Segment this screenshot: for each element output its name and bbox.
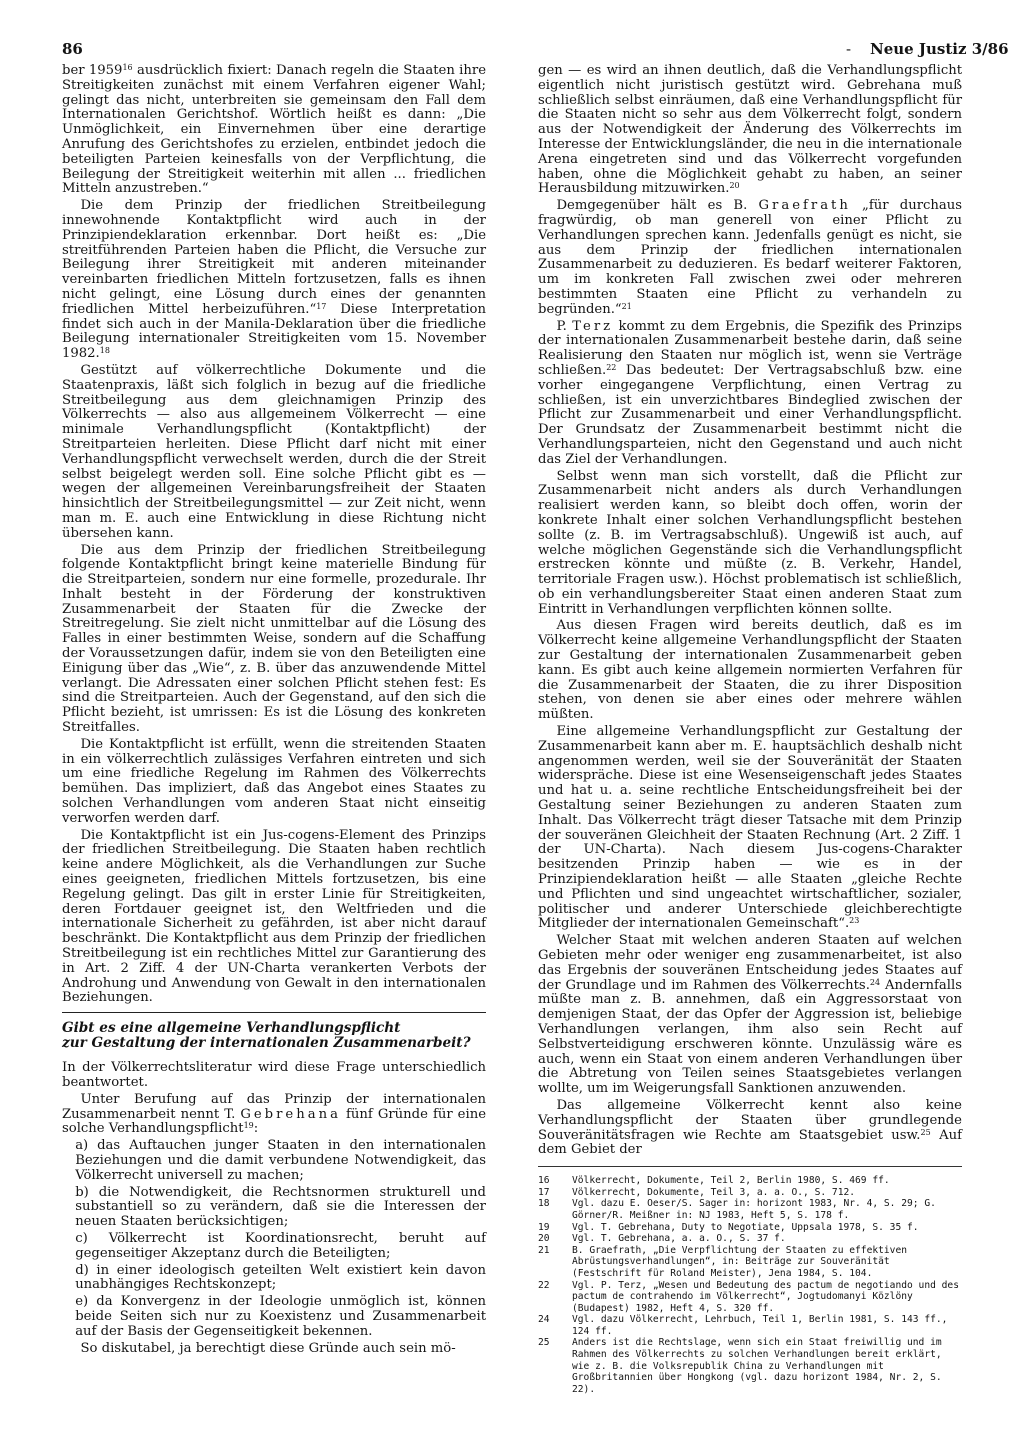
paragraph: Die Kontaktpflicht ist erfüllt, wenn die streitenden Staaten in ein völkerrechtlich zulässiges Verfahren eintreten und sich um eine friedliche Regelung im Rahmen des Völkerrechts bemühen. Das impliziert, daß das Angebot eines Staates zu solchen Verhandlungen vom anderen Staat nicht einseitig verworfen werden darf.: [62, 736, 486, 826]
paragraph: Gestützt auf völkerrechtliche Dokumente und die Staatenpraxis, läßt sich folglich in bezug auf die friedliche Streitbeilegung aus dem gleichnamigen Prinzip des Völkerrechts — also aus allgemeinem Völkerrecht — eine minimale Verhandlungspflicht (Kontaktpflicht) der Streitparteien herleiten. Diese Pflicht darf nicht mit einer Verhandlungspflicht verwechselt werden, durch die der Streit selbst beigelegt werden soll. Eine solche Pflicht gibt es — wegen der allgemeinen Vereinbarungsfreiheit der Staaten hinsichtlich der Streitbeilegungsmittel — zur Zeit nicht, wenn man m. E. auch eine Entwicklung in diese Richtung nicht übersehen kann.: [62, 362, 486, 541]
author-name: Graefrath: [758, 198, 851, 214]
footnote-ref[interactable]: 17: [316, 301, 327, 311]
footnote: 24 Vgl. dazu Völkerrecht, Lehrbuch, Teil 1, Berlin 1981, S. 143 ff., 124 ff.: [538, 1314, 948, 1337]
footnote: 16 Völkerrecht, Dokumente, Teil 2, Berlin 1980, S. 469 ff.: [538, 1175, 890, 1187]
paragraph: In der Völkerrechtsliteratur wird diese Frage unterschiedlich beantwortet.: [62, 1060, 486, 1090]
paragraph: So diskutabel, ja berechtigt diese Gründe auch sein mö-: [80, 1340, 456, 1356]
footnote: 22 Vgl. P. Terz, „Wesen und Bedeutung des pactum de negotiando und des pactum de contrahendo im Völkerrecht“, Jogtudomanyi Közlöny (Budapest) 1982, Heft 4, S. 320 ff.: [538, 1279, 959, 1314]
paragraph: Die Kontaktpflicht ist ein Jus-cogens-Element des Prinzips der friedlichen Streitbeilegung. Die Staaten haben rechtlich keine andere Möglichkeit, als die Verhandlungen zur Suche eines geeigneten, friedlichen Mittels fortzusetzen, bis eine Regelung gelingt. Das gilt in erster Linie für Streitigkeiten, deren Fortdauer geeignet ist, den Weltfrieden und die internationale Sicherheit zu gefährden, ist aber nicht darauf beschränkt. Die Kontaktpflicht aus dem Prinzip der friedlichen Streitbeilegung ist ein rechtliches Mittel zur Garantierung des in Art. 2 Ziff. 4 der UN-Charta verankerten Verbots der Androhung und Anwendung von Gewalt in den internationalen Beziehungen.: [62, 827, 486, 1006]
footnote: 25 Anders ist die Rechtslage, wenn sich ein Staat freiwillig und im Rahmen des Völkerrechts zu solchen Verhandlungen bereit erklärt, wie z. B. die Volksrepublik China zu Verhandlungen mit Großbritannien über Hongkong (vgl. dazu horizont 1984, Nr. 2, S. 22).: [538, 1337, 942, 1395]
footnote: 21 B. Graefrath, „Die Verpflichtung der Staaten zu effektiven Abrüstungsverhandlungen“, in: Beiträge zur Souveränität (Festschrift für Roland Meister), Jena 1984, S. 104.: [538, 1244, 908, 1279]
footnote-ref[interactable]: 16: [122, 63, 133, 72]
footnote-ref[interactable]: 23: [849, 916, 860, 926]
footnote-ref[interactable]: 22: [606, 362, 617, 372]
footnote-ref[interactable]: 18: [99, 346, 110, 356]
paragraph: Selbst wenn man sich vorstellt, daß die Pflicht zur Zusammenarbeit nicht anders als durch Verhandlungen realisiert werden kann, so bleibt doch offen, worin der konkrete Inhalt einer solchen Verhandlungspflicht bestehen sollte (z. B. im Vertragsabschluß). Ungewiß ist auch, auf welche möglichen Gegenstände sich die Verhandlungspflicht erstrecken könnte und müßte (z. B. Verkehr, Handel, territoriale Fragen usw.). Höchst problematisch ist schließlich, ob ein verhandlungsbereiter Staat einen anderen Staat zum Eintritt in Verhandlungen verpflichten können sollte.: [538, 468, 962, 617]
footnote-ref[interactable]: 25: [920, 1127, 931, 1137]
footnote: 17 Völkerrecht, Dokumente, Teil 3, a. a. O., S. 712.: [538, 1186, 856, 1198]
footnotes: [538, 1175, 962, 1395]
footnote: 19 Vgl. T. Gebrehana, Duty to Negotiate, Uppsala 1978, S. 35 f.: [538, 1221, 919, 1233]
paragraph: Eine allgemeine Verhandlungspflicht zur Gestaltung der Zusammenarbeit kann aber m. E. hauptsächlich deshalb nicht angenommen werden, weil sie der Souveränität der Staaten widerspräche. Diese ist eine Wesenseigenschaft jedes Staates und hat u. a. seine rechtliche Entscheidungsfreiheit bei der Gestaltung seiner Beziehungen zu anderen Staaten zum Inhalt. Das Völkerrecht trägt dieser Tatsache mit dem Prinzip der souveränen Gleichheit der Staaten Rechnung (Art. 2 Ziff. 1 der UN-Charta). Nach diesem Jus-cogens-Charakter besitzenden Prinzip haben — wie es in der Prinzipiendeklaration heißt — alle Staaten „gleiche Rechte und Pflichten und sind ungeachtet wirtschaftlicher, sozialer, politischer und anderer Unterschiede gleichberechtigte Mitglieder der internationalen Gemeinschaft“.$^{23}$: [538, 724, 962, 932]
footnote-divider: [538, 1166, 962, 1167]
header-dash: -: [846, 40, 852, 58]
list-item: c) Völkerrecht ist Koordinationsrecht, beruht auf gegenseitiger Akzeptanz durch die Beteiligten;: [75, 1230, 486, 1261]
footnote-ref[interactable]: 20: [729, 181, 740, 191]
author-name: Terz: [572, 318, 614, 334]
paragraph: Aus diesen Fragen wird bereits deutlich, daß es im Völkerrecht keine allgemeine Verhandlungspflicht der Staaten zur Gestaltung der internationalen Zusammenarbeit geben kann. Es gibt auch keine allgemein normierten Verfahren für die Zusammenarbeit der Staaten, die zu ihrer Disposition stehen, von denen sie aber eines oder mehrere wählen müßten.: [538, 618, 962, 723]
footnote-ref[interactable]: 19: [243, 1121, 254, 1131]
paragraph: ber 1959$^{16}$ ausdrücklich fixiert: Danach regeln die Staaten ihre Streitigkeiten zunächst mit einem Verfahren eigener Wahl; gelingt das nicht, unterbreiten sie gemeinsam den Fall dem Internationalen Gerichtshof. Wörtlich heißt es dann: „Die Unmöglichkeit, ein Einvernehmen über eine derartige Anrufung des Gerichtshofes zu erzielen, entbindet jedoch die beteiligten Parteien keinesfalls von der Verpflichtung, die Beilegung der Streitigkeit weiterhin mit allen ... friedlichen Mitteln anzustreben.“: [62, 63, 486, 197]
list-item: a) das Auftauchen junger Staaten in den internationalen Beziehungen und die damit verbundene Notwendigkeit, das Völkerrecht universell zu machen;: [75, 1138, 486, 1183]
author-name: Gebrehana: [240, 1106, 341, 1122]
journal-title: Neue Justiz 3/86: [870, 40, 1009, 58]
paragraph: Demgegenüber hält es B. Graefrath „für durchaus fragwürdig, ob man generell von einer Pflicht zu Verhandlungen sprechen kann. Jedenfalls genügt es nicht, sie aus dem Prinzip der friedlichen internationalen Zusammenarbeit zu deduzieren. Es bedarf weiterer Faktoren, um im konkreten Fall zwischen zwei oder mehreren bestimmten Staaten eine Pflicht zu verhandeln zu begründen.“$^{21}$: [538, 198, 963, 317]
list-item: b) die Notwendigkeit, die Rechtsnormen strukturell und substantiell so zu verändern, daß sie die Interessen der neuen Staaten berücksichtigen;: [75, 1184, 486, 1230]
footnote: 20 Vgl. T. Gebrehana, a. a. O., S. 37 f.: [538, 1233, 786, 1245]
page-number: 86: [62, 40, 83, 58]
paragraph: Unter Berufung auf das Prinzip der internationalen Zusammenarbeit nennt T. Gebrehana fünf Gründe für eine solche Verhandlungspflicht$^{19}$:: [62, 1091, 487, 1137]
paragraph: Die dem Prinzip der friedlichen Streitbeilegung innewohnende Kontaktpflicht wird auch in der Prinzipiendeklaration erkennbar. Dort heißt es: „Die streitführenden Parteien haben die Pflicht, die Versuche zur Beilegung ihrer Streitigkeit mit anderen miteinander vereinbarten friedlichen Mitteln fortzusetzen, falls es ihnen nicht gelingt, eine Lösung durch eines der genannten friedlichen Mittel herbeizuführen.“$^{17}$ Diese Interpretation findet sich auch in der Manila-Deklaration über die friedliche Beilegung internationaler Streitigkeiten vom 15. November 1982.18: [62, 198, 486, 362]
right-column: [538, 63, 963, 1395]
list-item: d) in einer ideologisch geteilten Welt existiert kein davon unabhängiges Rechtskonzept;: [75, 1262, 486, 1293]
footnote: 18 Vgl. dazu E. Oeser/S. Sager in: horizont 1983, Nr. 4, S. 29; G. Görner/R. Meißner in: NJ 1983, Heft 5, S. 178 f.: [538, 1198, 936, 1221]
section-heading: Gibt es eine allgemeine Verhandlungspflicht zur Gestaltung der internationalen Zusammenarbeit?: [62, 1020, 471, 1052]
footnote-ref[interactable]: 21: [621, 301, 632, 311]
paragraph: gen — es wird an ihnen deutlich, daß die Verhandlungspflicht eigentlich nicht juristisch gestützt wird. Gebrehana muß schließlich selbst einräumen, daß eine Verhandlungspflicht für die Staaten nicht so sehr aus dem Völkerrecht folgt, sondern aus der Notwendigkeit der Änderung des Völkerrechts im Interesse der Entwicklungsländer, die neu in die internationale Arena eingetreten sind und das Völkerrecht vorgefunden haben, ohne die Möglichkeit gehabt zu haben, an seiner Herausbildung mitzuwirken.$^{20}$: [538, 63, 962, 197]
paragraph: Welcher Staat mit welchen anderen Staaten auf welchen Gebieten mehr oder weniger eng zusammenarbeitet, ist also das Ergebnis der souveränen Entscheidung jedes Staates auf der Grundlage und im Rahmen des Völkerrechts.$^{24}$ Andernfalls müßte man z. B. annehmen, daß ein Aggressorstaat von demjenigen Staat, der das Opfer der Aggression ist, beliebige Verhandlungen verlangen, ihm also sein Recht auf Selbstverteidigung erschweren könnte. Unzulässig wäre es auch, wenn ein Staat von einem anderen Verhandlungen über die Abtretung von Teilen seines Staatsgebietes verlangen wollte, um im Weigerungsfall Sanktionen anzuwenden.: [538, 933, 962, 1097]
paragraph: P. Terz kommt zu dem Ergebnis, die Spezifik des Prinzips der internationalen Zusammenarbeit bestehe darin, daß seine Realisierung den Staaten nur möglich ist, wenn sie Verträge schließen.$^{22}$ Das bedeutet: Der Vertragsabschluß bzw. eine vorher eingegangene Verpflichtung, einen Vertrag zu schließen, ist ein unverzichtbares Bindeglied zwischen der Pflicht zur Zusammenarbeit und einer Verhandlungspflicht. Der Grundsatz der Zusammenarbeit bestimmt nicht die Verhandlungsparteien, nicht den Gegenstand und auch nicht das Ziel der Verhandlungen.: [538, 318, 962, 467]
section-divider: [62, 1012, 486, 1013]
left-column: [62, 64, 486, 1360]
paragraph: Das allgemeine Völkerrecht kennt also keine Verhandlungspflicht der Staaten über grundlegende Souveränitätsfragen wie Rechte am Staatsgebiet usw.$^{25}$ Auf dem Gebiet der: [538, 1097, 963, 1158]
paragraph: Die aus dem Prinzip der friedlichen Streitbeilegung folgende Kontaktpflicht bringt keine materielle Bindung für die Streitparteien, sondern nur eine formelle, prozedurale. Ihr Inhalt besteht in der Förderung der konstruktiven Zusammenarbeit der Staaten für die Zwecke der Streitregelung. Sie zielt nicht unmittelbar auf die Lösung des Falles in einer bestimmten Weise, sondern auf die Schaffung der Voraussetzungen dafür, indem sie von den Beteiligten eine Einigung über das „Wie“, z. B. über das anzuwendende Mittel verlangt. Die Adressaten einer solchen Pflicht stehen fest: Es sind die Streitparteien. Auch der Gegenstand, auf den sich die Pflicht bezieht, ist umrissen: Es ist die Lösung des konkreten Streitfalles.: [62, 542, 486, 736]
footnote-ref[interactable]: 24: [869, 977, 881, 987]
list-item: e) da Konvergenz in der Ideologie unmöglich ist, können beide Seiten sich nur zu Koexistenz und Zusammenarbeit auf der Basis der Gegenseitigkeit bekennen.: [75, 1294, 486, 1339]
